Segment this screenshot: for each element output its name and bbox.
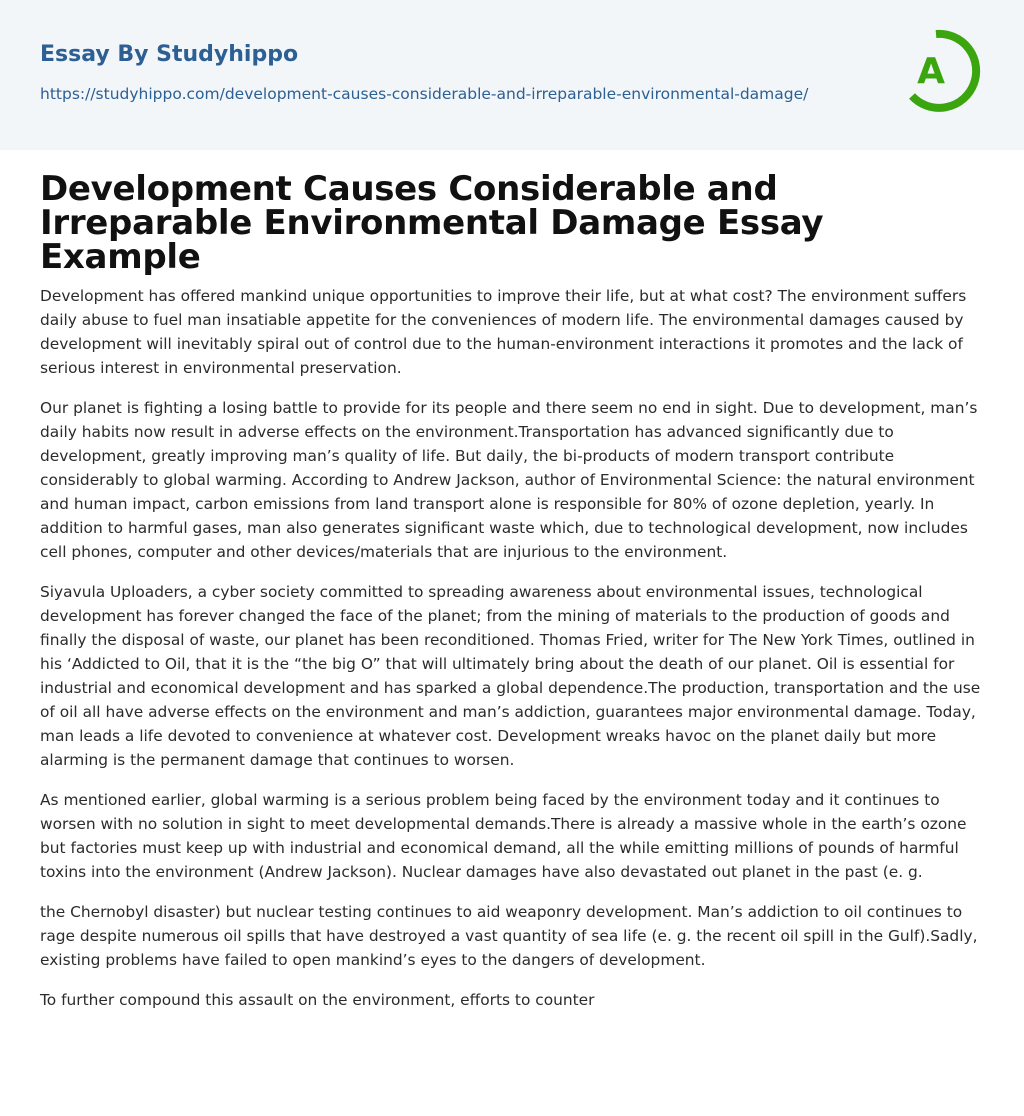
source-url-link[interactable]: https://studyhippo.com/development-causes-considerable-and-irreparable-environmental-damage/ — [40, 85, 809, 103]
essay-paragraph: To further compound this assault on the environment, efforts to counter — [40, 991, 595, 1009]
essay-paragraph: Siyavula Uploaders, a cyber society committed to spreading awareness about environmental issues, technological development has forever changed the face of the planet; from the mining of materials to the production of goods and finally the disposal of waste, our planet has been reconditioned. Thomas Fried, writer for The New York Times, outlined in his ‘Addicted to Oil, that it is the “the big O” that will ultimately bring about the death of our planet. Oil is essential for industrial and economical development and has sparked a global dependence.The production, transportation and the use of oil all have adverse effects on the environment and man’s addiction, guarantees major environmental damage. Today, man leads a life devoted to convenience at whatever cost. Development wreaks havoc on the planet daily but more alarming is the permanent damage that continues to worsen. — [40, 583, 981, 769]
essay-paragraph: Development has offered mankind unique opportunities to improve their life, but at what cost? The environment suffers daily abuse to fuel man insatiable appetite for the conveniences of modern life. The environmental damages caused by development will inevitably spiral out of control due to the human-environment interactions it promotes and the lack of serious interest in environmental preservation. — [40, 287, 967, 377]
page-header — [0, 0, 1024, 150]
essay-paragraph: the Chernobyl disaster) but nuclear testing continues to aid weaponry development. Man’s addiction to oil continues to rage despite numerous oil spills that have destroyed a vast quantity of sea life (e. g. the recent oil spill in the Gulf).Sadly, existing problems have failed to open mankind’s eyes to the dangers of development. — [40, 903, 978, 969]
logo-letter: A — [917, 51, 945, 92]
essay-paragraph: Our planet is fighting a losing battle to provide for its people and there seem no end in sight. Due to development, man’s daily habits now result in adverse effects on the environment.Transportation has advanced significantly due to development, greatly improving man’s quality of life. But daily, the bi-products of modern transport contribute considerably to global warming. According to Andrew Jackson, author of Environmental Science: the natural environment and human impact, carbon emissions from land transport alone is responsible for 80% of ozone depletion, yearly. In addition to harmful gases, man also generates significant waste which, due to technological development, now includes cell phones, computer and other devices/materials that are injurious to the environment. — [40, 399, 978, 561]
studyhippo-logo-icon[interactable] — [898, 26, 988, 116]
essay-title: Development Causes Considerable and Irreparable Environmental Damage Essay Example — [40, 169, 824, 277]
essay-content — [0, 150, 1024, 1012]
essay-paragraph: As mentioned earlier, global warming is a serious problem being faced by the environment today and it continues to worsen with no solution in sight to meet developmental demands.There is already a massive whole in the earth’s ozone but factories must keep up with industrial and economical demand, all the while emitting millions of pounds of harmful toxins into the environment (Andrew Jackson). Nuclear damages have also devastated out planet in the past (e. g. — [40, 791, 967, 881]
site-title: Essay By Studyhippo — [40, 42, 299, 67]
